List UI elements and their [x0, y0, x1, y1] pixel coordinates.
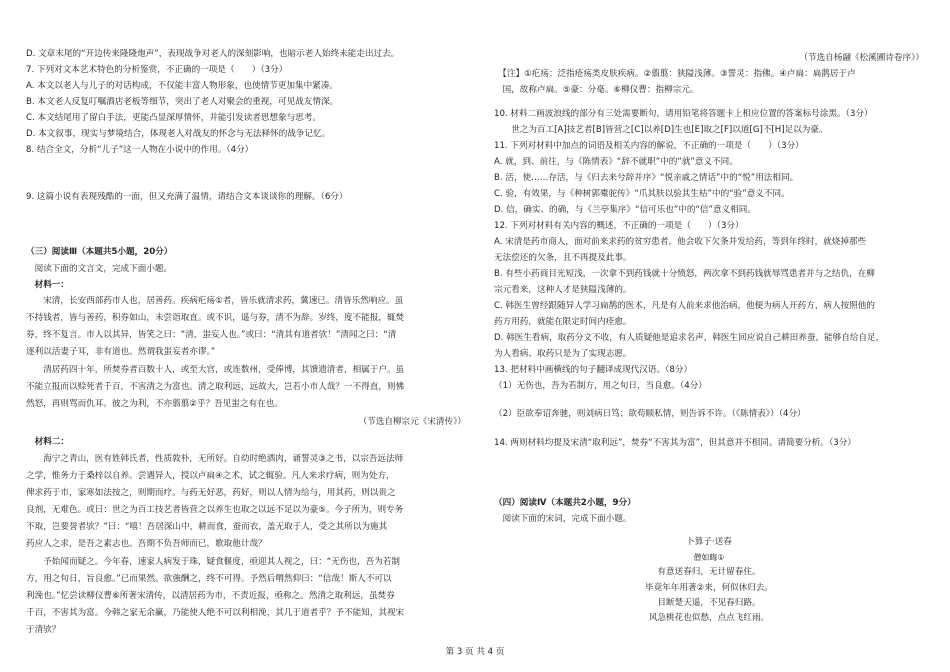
text-line: 不持钱者，皆与善药，积券如山，未尝诣取直。或不识，遥与券，清不为辞。岁终，度不能报，辄焚 — [26, 313, 405, 323]
text-line: 逐利以活妻子耳，非有道也。然谓我蚩妄者亦谬。” — [26, 347, 216, 357]
text-line: 券，终不复言。市人以其异，皆笑之曰：“清，蚩妄人也。”或曰：“清其有道者欤！”清闻之曰：“清 — [26, 330, 397, 340]
text-line: C. 本文结尾用了留白手法，更能凸显深厚情怀，并能引发读者思想象与思考。 — [26, 113, 322, 123]
text-line: 阅读下面的文言文，完成下面小题。 — [26, 264, 173, 274]
text-line: （四）阅读Ⅳ（本题共2小题，9分） — [494, 498, 636, 508]
poem-line: 毕竟年年用著②来，何似休归去。 — [644, 582, 774, 593]
text-line: 材料一： — [26, 280, 69, 290]
text-line: D. 本文叙事，现实与梦境结合，体现老人对战友的怀念与无法释怀的战争记忆。 — [26, 129, 331, 139]
text-line: 14. 两则材料均提及宋清“取利远”，焚券“不害其为富”，但其意并不相同。请简要分析。（3分） — [494, 438, 856, 448]
text-line: 宗元看来，这种人才是狭隘浅薄的。 — [494, 285, 632, 295]
text-line: 10. 材料二画波浪线的部分有三处需要断句，请用铅笔将答题卡上相应位置的答案标号涂黑。（3分） — [494, 109, 873, 119]
text-line: 宋清，长安西部药市人也，居善药。疾病疕疡①者，皆乐就清求药，冀速已。清皆乐然响应。虽 — [26, 296, 404, 306]
text-line: 俾求药于市，家寒如法按之，则期而疗。与药无好恶，药好，则以人情为给与，用其药，则以贵之 — [26, 488, 396, 498]
text-line: 阅读下面的宋词，完成下面小题。 — [494, 514, 632, 524]
poem-line: 风急桃花也似愁，点点飞红雨。 — [648, 613, 770, 624]
text-line: 材料二： — [26, 437, 69, 447]
text-line: D. 文章末尾的“开边传来隆隆炮声”，表现战争对老人的深刻影响，也暗示老人始终未能走出过去。 — [26, 49, 400, 59]
text-line: A. 就，到、前往，与《陈情表》“辞不就职”中的“就”意义不同。 — [494, 157, 738, 167]
text-line: 8. 结合全文，分析“儿子”这一人物在小说中的作用。（4分） — [26, 145, 254, 155]
text-line: 药方用药，就能在限定时间内痊愈。 — [494, 317, 632, 327]
text-line: 9. 这篇小说有表现残酷的一面，但又充满了温情，请结合文本谈谈你的理解。（6分） — [26, 192, 348, 202]
text-line: 12. 下列对材料有关内容的概述，不正确的一项是（ ）（3分） — [494, 221, 744, 231]
text-line: 国，故称卢扁。⑤豪：分毫。⑥柳仪曹：指柳宗元。 — [494, 85, 699, 95]
text-line: （节选自杨翮《松溪圃诗卷序》） — [799, 53, 924, 63]
text-line: D. 韩医生看病，取药分文不收，有人质疑他是追求名声，韩医生回应说自己耕田养蚕，能够自给自足， — [494, 333, 885, 343]
text-line: B. 有些小药商目光短浅，一次拿不到药钱就十分愤怒，两次拿不到药钱就辱骂患者并与之结仇，在柳 — [494, 269, 875, 279]
poem-line: 目断楚天遥，不见春归路。 — [657, 597, 761, 608]
text-line: 千百，不害其为富。今韩之家无余赢，乃能使人绝不可以利相浼，其几于道者乎？予不能知，其视宋 — [26, 608, 405, 618]
text-line: A. 本文以老人与儿子的对话构成，不仅能丰富人物形象，也使情节更加集中紧凑。 — [26, 81, 338, 91]
text-line: （1）无伤也，吾为若制方，用之旬日，当良愈。（4分） — [494, 381, 707, 391]
poem-block — [494, 535, 924, 626]
text-line: C. 韩医生曾经跟随异人学习扁鹊的医术，凡是有人前来求他治病，他便为病人开药方，病人按照他的 — [494, 301, 875, 311]
text-line: 不能立报而以赊死者千百，不害清之为富也。清之取利远，远故大，岂若小市人哉？一不得直，则怫 — [26, 382, 405, 392]
text-line: 予始闻而疑之。今年春，速家人病发于珠，疑食偃度，亟迎其人视之，曰：“无伤也，吾为若制 — [26, 557, 400, 567]
poem-title: 卜算子·送春 — [686, 537, 732, 547]
text-line: D. 信，确实、的确，与《兰亭集序》“信可乐也”中的“信”意义相同。 — [494, 205, 756, 215]
text-line: 于清欤？ — [26, 625, 61, 635]
text-line: 世之为百工[A]技艺者[B]皆营之[C]以养[D]生也[E]取之[F]以道[G]不[H]足以为豪。 — [494, 125, 828, 135]
text-line: 11. 下列对材料中加点的词语及相关内容的解说，不正确的一项是（ ）（3分） — [494, 141, 804, 151]
text-line: 为人看病、取药只是为了实现志愿。 — [494, 349, 632, 359]
text-line: （节选自柳宗元《宋清传》） — [358, 417, 466, 427]
text-line: 清居药四十年，所焚券者百数十人，或至大官，或连数州，受俸博，其馈遗清者，相属于户。虽 — [26, 365, 405, 375]
text-line: 药应人之求，是吾之素志也。吾期不负吾师而已，歌取他计哉？ — [26, 539, 267, 549]
page-footer: 第 3 页 共 4 页 — [445, 647, 505, 657]
text-line: 海宁之青山，医有姓韩氏者，性质敦朴，无所好。自幼时绝酒肉，诵誓灵③之书，以宗吾远法师 — [26, 454, 404, 464]
text-line: B. 本文老人反复叮嘱酒店老板等细节，突出了老人对聚会的重视，可见战友情深。 — [26, 97, 339, 107]
text-line: （2）臣欲奉诏奔驰，则刘病日笃；欲苟顺私情，则告诉不许。（《陈情表》）（4分） — [494, 409, 806, 419]
text-line: 无法偿还的欠条，且不再提及此事。 — [494, 253, 632, 263]
text-line: C. 验，有效果，与《种树郭橐驼传》“爪其肤以验其生枯”中的“验”意义不同。 — [494, 189, 790, 199]
text-line: （三）阅读Ⅲ（本题共5小题，20分） — [26, 247, 173, 257]
poem-author: 僧如晦① — [693, 553, 725, 563]
text-line: 利浼也。”忆尝读柳仪曹⑥所著宋清传，以清居药为市，不责近报，亟称之。然清之取利远，虽焚券 — [26, 591, 395, 601]
text-line: 良剂，无难色。或曰：世之为百工技艺者皆营之以养生也取之以远不足以为豪⑤。今子所为，则专务 — [26, 505, 404, 515]
text-line: 不取，岂要誉者欤？”曰：“嘻！吾居深山中，耕而食，蚕而衣，盖无取于人，受之其所以为施其 — [26, 522, 388, 532]
text-line: 方，用之旬日，旨良愈。”已而果然。欲強酬之，终不可得。予然后喟然仰曰：“信哉！斯人不可以 — [26, 574, 392, 584]
text-line: 之学，惟务力于桑梓以自养。尝遇异人，授以卢扁④之术，试之辄验。凡人来求疗病，则为处方， — [26, 471, 395, 481]
text-line: B. 活，使……存活，与《归去来兮辞并序》“悦亲戚之情话”中的“悦”用法相同。 — [494, 173, 799, 183]
text-line: 【注】①疕疡：泛指疮疡类皮肤疾病。②翦翦：狭隘浅薄。③誓灵：指佛。④卢扁：扁鹊居于卢 — [494, 69, 856, 79]
text-line: A. 宋清是药市商人，面对前来求药的贫穷患者，他会收下欠条并发给药，等到年终时，就烧掉那些 — [494, 237, 867, 247]
text-line: 然怒，再则骂而仇耳。彼之为利，不亦翦翦②乎？吾见蚩之有在也。 — [26, 399, 283, 409]
text-line: 7. 下列对文本艺术特色的分析鉴赏，不正确的一项是（ ）（3分） — [26, 65, 288, 75]
text-line: 13. 把材料中画横线的句子翻译成现代汉语。（8分） — [494, 365, 693, 375]
poem-line: 有意送春归，无计留春住。 — [657, 567, 761, 578]
